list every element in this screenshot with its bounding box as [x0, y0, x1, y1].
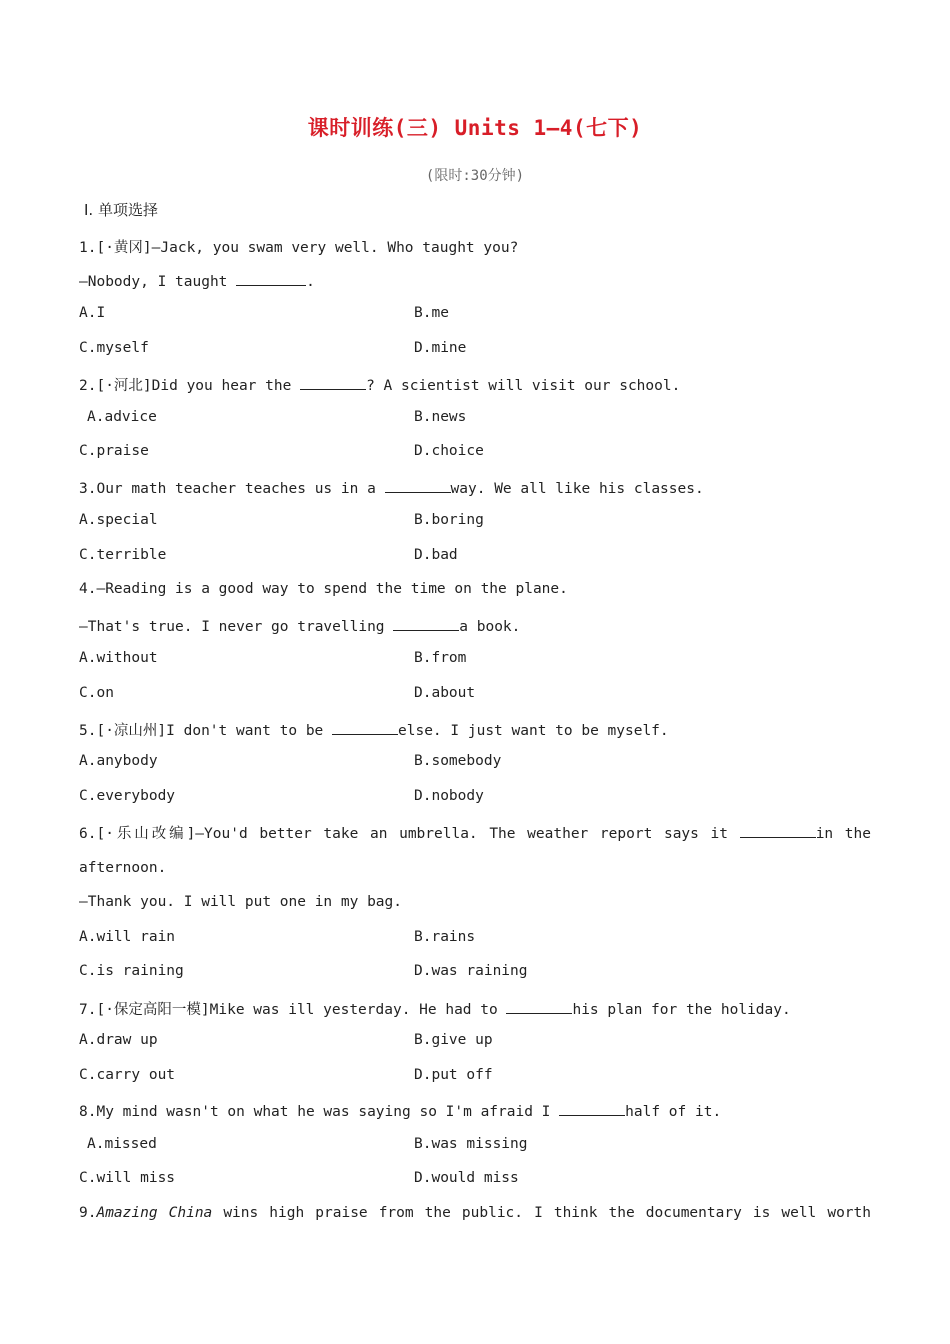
option-d: D.mine	[414, 340, 467, 356]
answer-blank	[300, 375, 366, 390]
option-c: C.will miss	[79, 1170, 176, 1186]
option-d: D.put off	[414, 1067, 493, 1083]
answer-blank	[385, 478, 451, 493]
section-heading: Ⅰ. 单项选择	[84, 201, 158, 219]
option-c: C.everybody	[79, 788, 176, 804]
option-c: C.carry out	[79, 1067, 176, 1083]
option-a: A.special	[79, 512, 158, 528]
page-title: 课时训练(三) Units 1—4(七下)	[307, 116, 643, 140]
option-b: B.give up	[414, 1032, 493, 1048]
option-b: B.news	[414, 409, 467, 425]
question-4-stem-2: —That's true. I never go travelling a book.	[79, 616, 520, 635]
option-d: D.about	[414, 685, 476, 701]
question-5-stem: 5.[·凉山州]I don't want to be else. I just want to be myself.	[79, 719, 669, 740]
option-a: A.missed	[87, 1136, 157, 1152]
option-a: A.will rain	[79, 929, 176, 945]
option-c: C.praise	[79, 443, 149, 459]
time-limit: (限时:30分钟)	[425, 168, 525, 184]
option-c: C.on	[79, 685, 114, 701]
option-a: A.draw up	[79, 1032, 158, 1048]
question-9-stem: 9.Amazing China wins high praise from the public. I think the documentary is well worth	[79, 1205, 871, 1221]
question-2-stem: 2.[·河北]Did you hear the ? A scientist will visit our school.	[79, 374, 680, 395]
documentary-title: Amazing China	[96, 1205, 213, 1221]
question-4-stem: 4.—Reading is a good way to spend the time on the plane.	[79, 581, 568, 597]
answer-blank	[740, 823, 816, 838]
option-d: D.choice	[414, 443, 484, 459]
question-8-stem: 8.My mind wasn't on what he was saying so I'm afraid I half of it.	[79, 1101, 721, 1120]
option-b: B.from	[414, 650, 467, 666]
answer-blank	[236, 271, 306, 286]
option-c: C.is raining	[79, 963, 184, 979]
option-a: A.without	[79, 650, 158, 666]
option-b: B.boring	[414, 512, 484, 528]
answer-blank	[393, 616, 459, 631]
option-d: D.was raining	[414, 963, 528, 979]
question-1-stem-2: —Nobody, I taught .	[79, 271, 315, 290]
answer-blank	[332, 720, 398, 735]
question-1-stem: 1.[·黄冈]—Jack, you swam very well. Who taught you?	[79, 240, 519, 256]
question-3-stem: 3.Our math teacher teaches us in a way. We all like his classes.	[79, 478, 704, 497]
answer-blank	[506, 999, 572, 1014]
question-6-stem-cont: afternoon.	[79, 860, 167, 876]
question-6-stem: 6.[·乐山改编]—You'd better take an umbrella. The weather report says it in the	[79, 822, 871, 843]
question-6-stem-3: —Thank you. I will put one in my bag.	[79, 894, 403, 910]
option-b: B.was missing	[414, 1136, 528, 1152]
option-d: D.nobody	[414, 788, 484, 804]
question-7-stem: 7.[·保定高阳一模]Mike was ill yesterday. He had to his plan for the holiday.	[79, 998, 791, 1019]
option-a: A.anybody	[79, 753, 158, 769]
option-b: B.somebody	[414, 753, 502, 769]
option-b: B.me	[414, 305, 449, 321]
answer-blank	[559, 1101, 625, 1116]
option-a: A.advice	[87, 409, 157, 425]
option-d: D.would miss	[414, 1170, 519, 1186]
option-c: C.myself	[79, 340, 149, 356]
option-d: D.bad	[414, 547, 458, 563]
option-c: C.terrible	[79, 547, 167, 563]
option-a: A.I	[79, 305, 106, 321]
option-b: B.rains	[414, 929, 476, 945]
